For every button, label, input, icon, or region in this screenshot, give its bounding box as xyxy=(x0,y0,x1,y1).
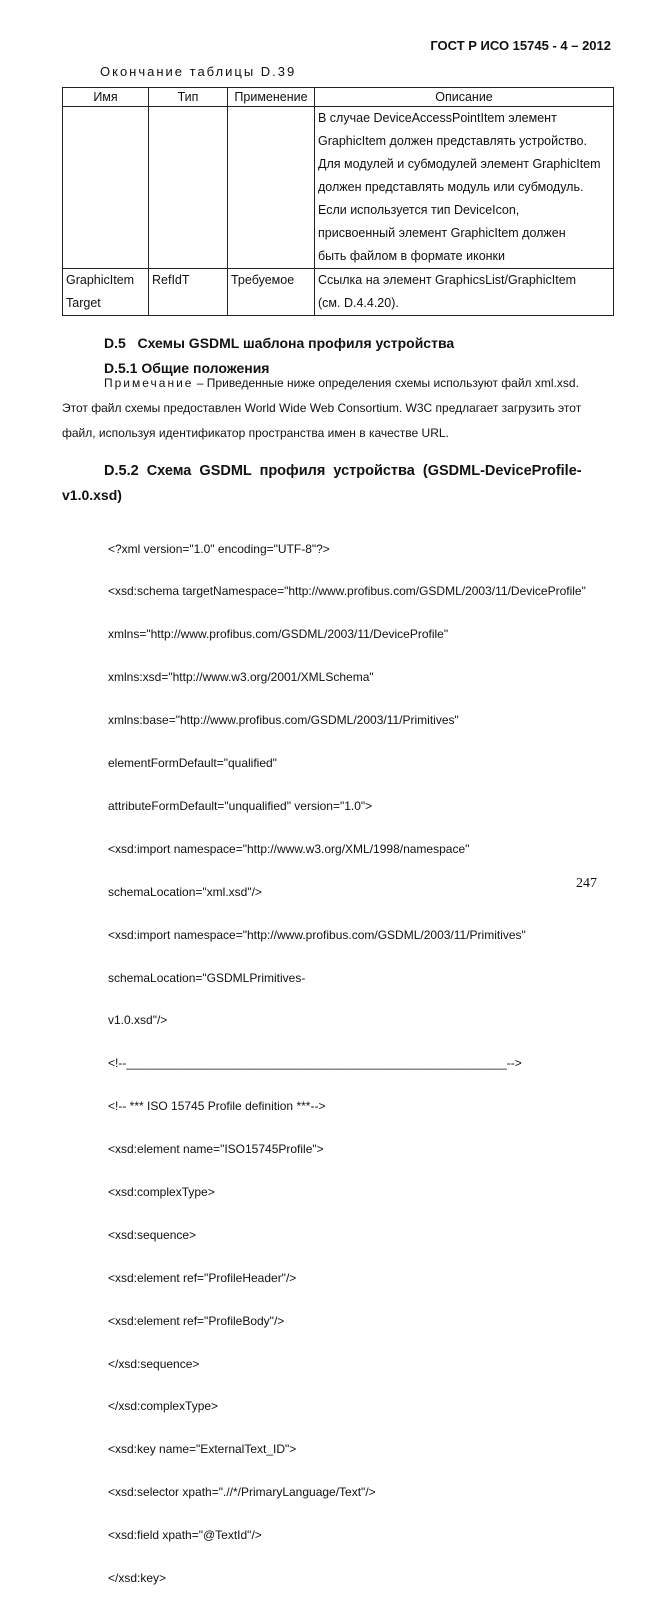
code-line: <xsd:field xpath="@TextId"/> xyxy=(108,1528,262,1543)
code-line: <xsd:sequence> xyxy=(108,1227,197,1242)
section-heading-d52: D.5.2 Схема GSDML профиля устройства (GSDML-DeviceProfile- xyxy=(104,463,582,479)
code-line: <?xml version="1.0" encoding="UTF-8"?> xyxy=(108,541,330,556)
cell-empty xyxy=(149,107,228,269)
table-header-row xyxy=(63,88,614,107)
code-line: </xsd:sequence> xyxy=(108,1356,200,1371)
description-line: GraphicItem должен представлять устройство. xyxy=(318,134,587,148)
code-line: attributeFormDefault="unqualified" version="1.0"> xyxy=(108,798,373,813)
data-table xyxy=(62,87,614,316)
table-row xyxy=(63,269,614,316)
code-line: v1.0.xsd"/> xyxy=(108,1013,168,1028)
cell-description xyxy=(315,107,614,269)
note-label: Примечание xyxy=(104,376,194,390)
description-line: быть файлом в формате иконки xyxy=(318,249,506,263)
description-line: Ссылка на элемент GraphicsList/GraphicItem xyxy=(318,273,577,287)
section-heading-d5: D.5 Схемы GSDML шаблона профиля устройства xyxy=(104,335,455,351)
code-line: elementFormDefault="qualified" xyxy=(108,756,277,771)
column-header-type: Тип xyxy=(149,88,228,107)
code-line: </xsd:complexType> xyxy=(108,1399,219,1414)
name-line: Target xyxy=(66,296,101,310)
section-heading-d51: D.5.1 Общие положения xyxy=(104,360,270,376)
cell-empty xyxy=(63,107,149,269)
code-line: </xsd:key> xyxy=(108,1570,167,1585)
description-line: Если используется тип DeviceIcon, xyxy=(318,203,520,217)
note-line: файл, используя идентификатор пространства имен в качестве URL. xyxy=(62,426,449,440)
cell-description xyxy=(315,269,614,316)
note-paragraph xyxy=(104,371,579,396)
page-number: 247 xyxy=(576,876,597,891)
column-header-description: Описание xyxy=(315,88,614,107)
code-line: xmlns:xsd="http://www.w3.org/2001/XMLSchema" xyxy=(108,670,374,685)
description-line: должен представлять модуль или субмодуль. xyxy=(318,180,584,194)
table-row xyxy=(63,107,614,269)
description-line: (см. D.4.4.20). xyxy=(318,296,399,310)
cell-name xyxy=(63,269,149,316)
table-caption: Окончание таблицы D.39 xyxy=(100,64,297,79)
code-line: <xsd:key name="ExternalText_ID"> xyxy=(108,1442,297,1457)
code-line: <!--_________________________________________________________--> xyxy=(108,1056,522,1071)
cell-type: RefIdT xyxy=(149,269,228,316)
cell-usage: Требуемое xyxy=(228,269,315,316)
code-line: <xsd:complexType> xyxy=(108,1184,215,1199)
xsd-code-listing xyxy=(108,513,586,1600)
name-line: GraphicItem xyxy=(66,273,135,287)
cell-empty xyxy=(228,107,315,269)
code-line: <xsd:element ref="ProfileBody"/> xyxy=(108,1313,285,1328)
code-line: xmlns:base="http://www.profibus.com/GSDML/2003/11/Primitives" xyxy=(108,713,459,728)
code-line: <xsd:selector xpath=".//*/PrimaryLanguage/Text"/> xyxy=(108,1485,376,1500)
code-line: schemaLocation="GSDMLPrimitives- xyxy=(108,970,306,985)
section-heading-d52-cont: v1.0.xsd) xyxy=(62,487,122,503)
column-header-name: Имя xyxy=(63,88,149,107)
code-line: <xsd:import namespace="http://www.w3.org/XML/1998/namespace" xyxy=(108,841,470,856)
code-line: schemaLocation="xml.xsd"/> xyxy=(108,884,262,899)
note-line: Этот файл схемы предоставлен World Wide Web Consortium. W3C предлагает загрузить этот xyxy=(62,401,582,415)
note-text: – Приведенные ниже определения схемы используют файл xml.xsd. xyxy=(193,376,579,390)
code-line: <xsd:schema targetNamespace="http://www.profibus.com/GSDML/2003/11/DeviceProfile" xyxy=(108,584,586,599)
column-header-usage: Применение xyxy=(228,88,315,107)
description-line: Для модулей и субмодулей элемент GraphicItem xyxy=(318,157,601,171)
code-line: <xsd:element ref="ProfileHeader"/> xyxy=(108,1270,297,1285)
code-line: <xsd:element name="ISO15745Profile"> xyxy=(108,1142,324,1157)
code-line: xmlns="http://www.profibus.com/GSDML/2003/11/DeviceProfile" xyxy=(108,627,449,642)
code-line: <xsd:import namespace="http://www.profibus.com/GSDML/2003/11/Primitives" xyxy=(108,927,526,942)
code-line: <!-- *** ISO 15745 Profile definition ***--> xyxy=(108,1099,326,1114)
description-line: присвоенный элемент GraphicItem должен xyxy=(318,226,566,240)
document-header: ГОСТ Р ИСО 15745 - 4 – 2012 xyxy=(430,38,611,53)
description-line: В случае DeviceAccessPointItem элемент xyxy=(318,111,557,125)
